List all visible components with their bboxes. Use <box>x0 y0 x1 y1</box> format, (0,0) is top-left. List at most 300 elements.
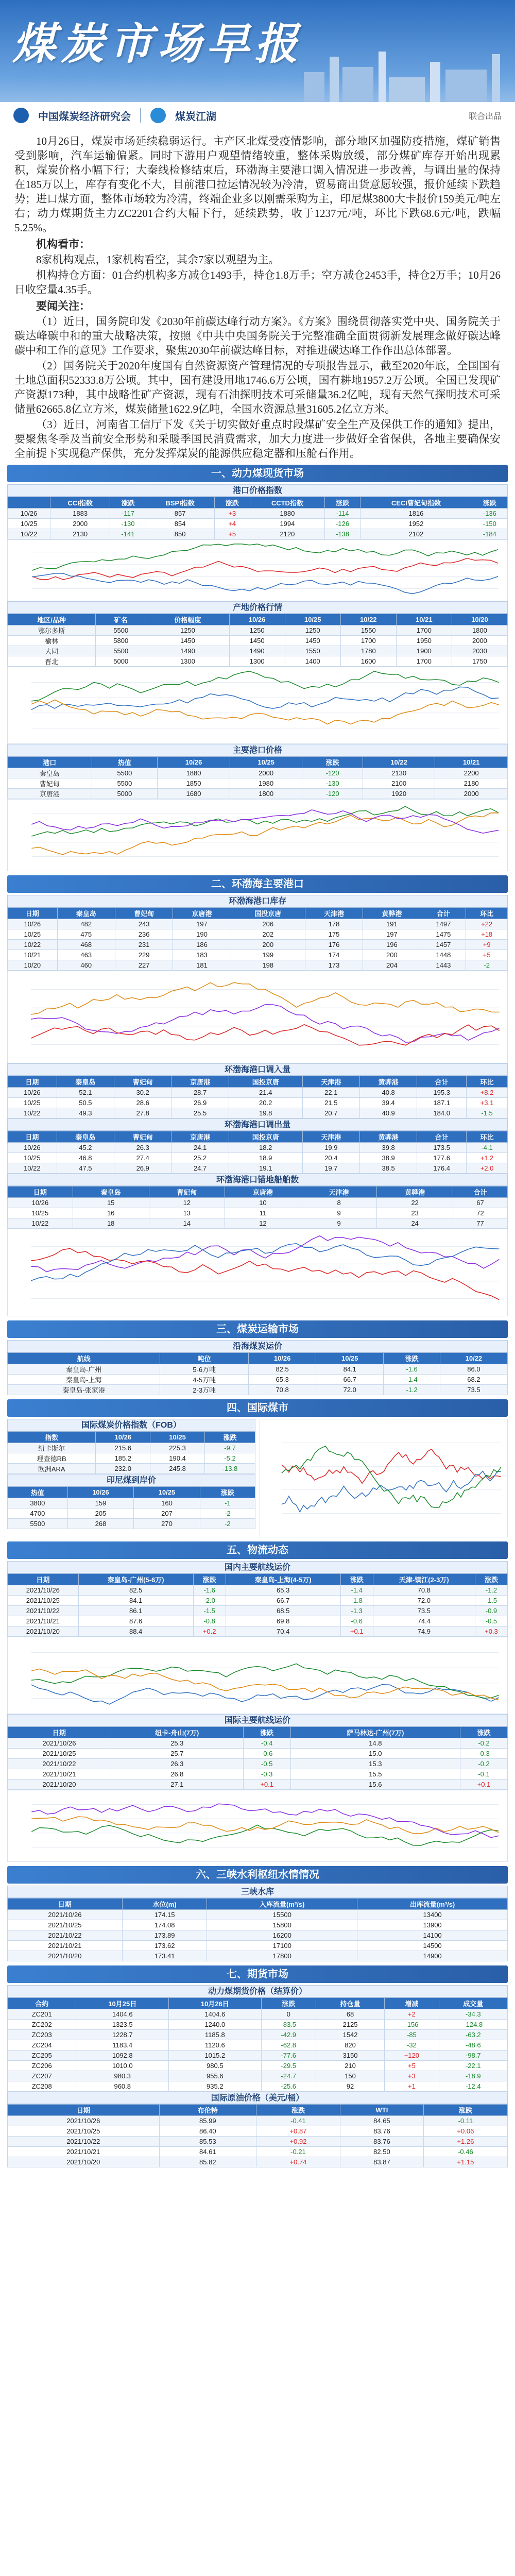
table-cell: 1450 <box>285 636 340 646</box>
column-header: 涨跌 <box>302 757 363 768</box>
table-cell: 176 <box>305 940 363 950</box>
table-cell: 2021/10/21 <box>8 1769 111 1780</box>
table-cell: -0.8 <box>193 1616 226 1626</box>
table-cell: +5 <box>466 950 508 960</box>
table-cell: 270 <box>134 1519 200 1529</box>
table-cell: 854 <box>146 519 214 529</box>
table-cell: +2.0 <box>467 1163 508 1174</box>
series-line <box>32 544 498 570</box>
header-logo-bar <box>0 102 515 129</box>
table-cell: +5 <box>385 2061 439 2071</box>
table-cell: -0.46 <box>423 2147 507 2157</box>
series-line <box>31 810 499 833</box>
table-cell: ZC208 <box>8 2081 76 2092</box>
column-header: 曹妃甸 <box>114 1131 171 1143</box>
table-cell: 39.8 <box>359 1143 417 1153</box>
table-cell: 2021/10/26 <box>8 1585 79 1596</box>
table-cell: 199 <box>231 950 305 960</box>
table-cell: 10/22 <box>8 940 58 950</box>
table-cell: -2 <box>200 1519 255 1529</box>
port-outflow-table <box>7 1131 508 1174</box>
table-cell: 231 <box>115 940 173 950</box>
table-cell: 1250 <box>285 625 340 636</box>
column-header: 指数 <box>8 1432 96 1443</box>
series-line <box>31 1669 499 1700</box>
table-cell: -138 <box>324 529 360 539</box>
table-cell: 210 <box>316 2061 384 2071</box>
table-cell: 25.7 <box>111 1749 243 1759</box>
table-cell: 10/20 <box>8 960 58 971</box>
table-cell: -13.8 <box>204 1464 255 1474</box>
table-cell: -83.5 <box>261 2020 316 2030</box>
table-cell: +22 <box>466 919 508 929</box>
table-cell: -1.8 <box>340 1596 373 1606</box>
table-cell: 12 <box>225 1218 301 1229</box>
table-cell: 2200 <box>435 768 508 778</box>
table-cell: 鄂尔多斯 <box>8 625 96 636</box>
column-header: 国投京唐 <box>229 1076 302 1088</box>
table-cell: 67 <box>453 1198 508 1208</box>
column-header: 秦皇岛-上海(4-5万) <box>226 1574 340 1585</box>
table-cell: 2021/10/25 <box>8 1920 123 1930</box>
column-header: 国投京唐 <box>229 1131 302 1143</box>
column-header: 秦皇岛 <box>57 908 115 919</box>
column-header: 吨位 <box>160 1353 249 1364</box>
table-row <box>8 646 508 656</box>
table-cell: 2000 <box>230 768 302 778</box>
table-cell: 20.7 <box>302 1108 359 1118</box>
table-cell: 2180 <box>435 778 508 789</box>
table-cell: 14900 <box>357 1951 508 1961</box>
section-7 <box>7 1965 508 2167</box>
table-cell: 20.4 <box>302 1153 359 1163</box>
column-header: 入库流量(m³/s) <box>207 1899 357 1910</box>
column-header: 日期 <box>8 1131 57 1143</box>
table-cell: -184 <box>472 529 507 539</box>
table-cell: 1300 <box>146 656 229 667</box>
table-title: 印尼煤到岸价 <box>7 1474 255 1486</box>
table-row <box>8 1930 508 1941</box>
table-cell: 10/22 <box>8 529 50 539</box>
table-cell: -2 <box>200 1509 255 1519</box>
table-cell: 72 <box>453 1208 508 1218</box>
section-1 <box>7 465 508 871</box>
table-cell: 65.3 <box>226 1585 340 1596</box>
column-header: 涨跌 <box>340 1574 373 1585</box>
table-row <box>8 2157 508 2167</box>
column-header: 10/25 <box>230 757 302 768</box>
news-item: （1）近日，国务院印发《2030年前碳达峰行动方案》。《方案》围绕贯彻落实党中央、国务院关于碳达峰碳中和的重大战略决策，按照《中共中央国务院关于完整准确全面贯彻新发展理念做好碳达峰碳中和工作的意见》工作要求，聚焦2030年前碳达峰目标，对推进碳达峰工作作出总体部署。 <box>14 315 501 357</box>
table-cell: 2130 <box>50 529 110 539</box>
table-row <box>8 1198 508 1208</box>
table-cell: 2021/10/26 <box>8 1910 123 1920</box>
table-cell: 15.3 <box>290 1759 460 1769</box>
table-header-row <box>8 1131 508 1143</box>
intro-paragraph: 10月26日，煤炭市场延续稳弱运行。主产区北煤受疫情影响，部分地区加强防疫措施，煤矿销售受到影响，汽车运输偏紧。同时下游用户观望情绪较重，整体采购放缓，部分煤矿库存开始出现累积，煤炭价格小幅下行；大秦线检修结束后，环渤海主要港口调入情况进一步改善，与调出量的保持在185万以上，库存有变化不大，目前港口拉运情况较为冷清，贸易商出货意愿较强，报价延续下跌趋势；进口煤方面，整体市场较为冷清，终端企业多以刚需采购为主，印尼煤3800大卡报价159美元/吨左右；动力煤期货主力ZC2201合约大幅下行，延续跌势，收于1237元/吨，环比下跌68.6元/吨，跌幅5.25%。 <box>14 135 501 234</box>
section-bar: 五、物流动态 <box>7 1541 508 1559</box>
table-cell: 9 <box>301 1218 377 1229</box>
table-cell: -124.8 <box>439 2020 507 2030</box>
series-line <box>31 1005 500 1042</box>
table-cell: 5500 <box>92 768 158 778</box>
table-cell: 160 <box>134 1498 200 1509</box>
table-row <box>8 778 508 789</box>
table-cell: -1.6 <box>193 1585 226 1596</box>
table-cell: -32 <box>385 2040 439 2050</box>
table-cell: 185.2 <box>96 1453 150 1464</box>
table-row <box>8 2147 508 2157</box>
table-cell: -0.6 <box>340 1616 373 1626</box>
table-cell: 15.0 <box>290 1749 460 1759</box>
table-cell: 1600 <box>340 656 396 667</box>
column-header: 10/26 <box>67 1487 134 1498</box>
table-cell: 2021/10/21 <box>8 1941 123 1951</box>
table-cell: 1457 <box>421 940 466 950</box>
table-cell: 秦皇岛 <box>8 768 92 778</box>
table-cell: 23 <box>377 1208 453 1218</box>
table-cell: 1300 <box>229 656 285 667</box>
table-cell: 47.5 <box>57 1163 114 1174</box>
column-header: 10/20 <box>452 614 507 625</box>
section-3 <box>7 1320 508 1395</box>
table-cell: +18 <box>466 929 508 940</box>
table-title: 国内主要航线运价 <box>7 1561 508 1573</box>
series-line <box>31 1685 499 1704</box>
table-cell: 1780 <box>340 646 396 656</box>
table-cell: -0.3 <box>243 1769 290 1780</box>
domestic-freight-table <box>7 1573 508 1637</box>
table-cell: 1120.6 <box>169 2040 262 2050</box>
table-cell: 215.6 <box>96 1443 150 1453</box>
page-title: 煤炭市场早报 <box>12 20 303 68</box>
section-bar: 六、三峡水利枢纽水情情况 <box>7 1866 508 1884</box>
table-cell: 2000 <box>452 636 507 646</box>
table-cell: -12.4 <box>439 2081 507 2092</box>
table-cell: 1183.4 <box>76 2040 169 2050</box>
table-cell: 73.5 <box>440 1385 507 1395</box>
table-row <box>8 2137 508 2147</box>
column-header: 环比 <box>466 908 508 919</box>
column-header: 涨跌 <box>256 2105 340 2116</box>
table-cell: 理查德RB <box>8 1453 96 1464</box>
intl-freight-table <box>7 1726 508 1790</box>
column-header: 涨跌 <box>110 497 146 509</box>
table-row <box>8 509 508 519</box>
column-header: 环比 <box>467 1076 508 1088</box>
table-cell: 5500 <box>92 778 158 789</box>
table-cell: 5-6万吨 <box>160 1364 249 1375</box>
column-header: 纽卡-舟山(7万) <box>111 1727 243 1738</box>
table-cell: 26.9 <box>171 1098 229 1108</box>
table-cell: 10/25 <box>8 519 50 529</box>
table-row <box>8 1749 508 1759</box>
table-cell: -2.0 <box>193 1596 226 1606</box>
table-cell: 66.7 <box>316 1375 384 1385</box>
table-cell: 26.3 <box>114 1143 171 1153</box>
table-cell: 3150 <box>316 2050 384 2061</box>
table-row <box>8 1375 508 1385</box>
column-header: 成交量 <box>439 1998 507 2009</box>
table-cell: 10/26 <box>8 1088 57 1098</box>
table-cell: 1750 <box>452 656 507 667</box>
column-header: CCI指数 <box>50 497 110 509</box>
table-cell: -5.2 <box>204 1453 255 1464</box>
section-2 <box>7 875 508 1316</box>
table-cell: +3.1 <box>467 1098 508 1108</box>
table-cell: 49.3 <box>57 1108 114 1118</box>
table-cell: 475 <box>57 929 115 940</box>
table-cell: 38.9 <box>359 1153 417 1163</box>
table-cell: 174 <box>305 950 363 960</box>
table-cell: -0.4 <box>243 1738 290 1749</box>
column-header: 天津港 <box>305 908 363 919</box>
table-cell: 245.8 <box>150 1464 205 1474</box>
section-bar: 一、动力煤现货市场 <box>7 465 508 482</box>
table-cell: -0.6 <box>243 1749 290 1759</box>
table-cell: ZC202 <box>8 2020 76 2030</box>
table-cell: 196 <box>363 940 421 950</box>
series-line <box>31 1244 499 1281</box>
table-cell: 27.8 <box>114 1108 171 1118</box>
table-cell: +0.1 <box>243 1780 290 1790</box>
table-cell: -0.9 <box>475 1606 507 1616</box>
intl-index-table <box>7 1431 255 1474</box>
table-cell: 榆林 <box>8 636 96 646</box>
table-cell: +120 <box>385 2050 439 2061</box>
table-cell: -1 <box>200 1498 255 1509</box>
table-cell: 86.1 <box>78 1606 193 1616</box>
table-cell: 960.8 <box>76 2081 169 2092</box>
futures-table <box>7 1997 508 2092</box>
table-row <box>8 1941 508 1951</box>
table-cell: -120 <box>302 789 363 799</box>
table-cell: -1.5 <box>467 1108 508 1118</box>
table-cell: 26.3 <box>111 1759 243 1769</box>
table-row <box>8 1606 508 1616</box>
table-cell: 11 <box>225 1208 301 1218</box>
table-cell: 83.87 <box>340 2157 424 2167</box>
series-line <box>31 1804 499 1837</box>
column-header: 曹妃甸 <box>114 1076 171 1088</box>
intro-paragraph: 机构持仓方面：01合约机构多方减仓1493手，持仓1.8万手；空方减仓2453手，持仓2万手；10月26日收空量4.35手。 <box>14 269 501 296</box>
table-cell: 1550 <box>285 646 340 656</box>
column-header: 10/22 <box>340 614 396 625</box>
table-cell: -0.41 <box>256 2116 340 2126</box>
table-cell: 19.9 <box>302 1143 359 1153</box>
table-cell: 1015.2 <box>169 2050 262 2061</box>
table-cell: 17100 <box>207 1941 357 1951</box>
table-cell: +3 <box>214 509 250 519</box>
series-line <box>31 1236 499 1272</box>
column-header: 合计 <box>417 1076 467 1088</box>
table-header-row <box>8 497 508 509</box>
table-cell: -1.6 <box>384 1364 440 1375</box>
table-cell: 2021/10/20 <box>8 2157 160 2167</box>
table-cell: 1950 <box>396 636 452 646</box>
table-cell: 4700 <box>8 1509 68 1519</box>
series-line <box>282 1471 501 1512</box>
line-chart <box>7 799 508 871</box>
table-cell: 17800 <box>207 1951 357 1961</box>
table-cell: 1880 <box>158 768 230 778</box>
table-cell: 10/22 <box>8 1108 57 1118</box>
table-cell: 1448 <box>421 950 466 960</box>
table-cell: 1250 <box>146 625 229 636</box>
meitanjianghu-logo <box>150 108 166 123</box>
table-cell: 46.8 <box>57 1153 114 1163</box>
table-row <box>8 519 508 529</box>
table-cell: 15800 <box>207 1920 357 1930</box>
table-cell: +1.2 <box>467 1153 508 1163</box>
table-cell: 243 <box>115 919 173 929</box>
section-bar: 四、国际煤市 <box>7 1399 508 1417</box>
table-row <box>8 1951 508 1961</box>
table-cell: 16 <box>73 1208 149 1218</box>
table-cell: 1700 <box>396 656 452 667</box>
column-header: 10/26 <box>158 757 230 768</box>
table-cell: 1800 <box>452 625 507 636</box>
table-cell: 88.4 <box>78 1626 193 1637</box>
table-cell: 82.50 <box>340 2147 424 2157</box>
column-header: 价格幅度 <box>146 614 229 625</box>
column-header: 10/25 <box>134 1487 200 1498</box>
column-header: 航线 <box>8 1353 160 1364</box>
table-cell: -130 <box>110 519 146 529</box>
table-cell: 10/25 <box>8 1153 57 1163</box>
price-index-table <box>7 497 508 539</box>
table-cell: 184.0 <box>417 1108 467 1118</box>
table-cell: ZC207 <box>8 2071 76 2081</box>
table-cell: 13400 <box>357 1910 508 1920</box>
table-title: 港口价格指数 <box>7 484 508 497</box>
news-item: （3）近日，河南省工信厅下发《关于切实做好重点时段煤矿安全生产及保供工作的通知》提出，要聚焦冬季及当前安全形势和采暖季国民消费需求，加大力度进一步做好全省保供，各地主要确保安全前提下实现稳产保供，充分发挥煤炭的能源供应稳定器和压舱石作用。 <box>14 418 501 460</box>
table-cell: -85 <box>385 2030 439 2040</box>
column-header: 黄骅港 <box>363 908 421 919</box>
table-cell: 2021/10/21 <box>8 2147 160 2157</box>
line-chart <box>7 1229 508 1316</box>
table-cell: 28.7 <box>171 1088 229 1098</box>
intro-text <box>0 129 515 461</box>
table-cell: 460 <box>57 960 115 971</box>
table-cell: 200 <box>363 950 421 960</box>
table-cell: 14 <box>149 1218 225 1229</box>
table-cell: 1228.7 <box>76 2030 169 2040</box>
table-row <box>8 2081 508 2092</box>
table-row <box>8 636 508 646</box>
table-cell: 2021/10/21 <box>8 1616 79 1626</box>
table-row <box>8 625 508 636</box>
table-cell: 173.5 <box>417 1143 467 1153</box>
table-row <box>8 1780 508 1790</box>
table-cell: -4.1 <box>467 1143 508 1153</box>
table-cell: 京唐港 <box>8 789 92 799</box>
table-cell: ZC205 <box>8 2050 76 2061</box>
freight-table <box>7 1352 508 1395</box>
table-cell: 84.65 <box>340 2116 424 2126</box>
table-cell: 3800 <box>8 1498 68 1509</box>
table-cell: 2021/10/22 <box>8 1759 111 1769</box>
table-cell: 204 <box>363 960 421 971</box>
table-cell: 74.9 <box>373 1626 475 1637</box>
table-cell: +9 <box>466 940 508 950</box>
column-header: 热值 <box>8 1487 68 1498</box>
table-cell: +4 <box>214 519 250 529</box>
table-row <box>8 1769 508 1780</box>
table-cell: 10/25 <box>8 929 58 940</box>
table-cell: 202 <box>231 929 305 940</box>
table-cell: 5500 <box>96 625 146 636</box>
series-line <box>31 687 499 709</box>
table-cell: +0.1 <box>340 1626 373 1637</box>
table-cell: 1443 <box>421 960 466 971</box>
table-cell: -24.7 <box>261 2071 316 2081</box>
table-cell: -0.2 <box>460 1759 508 1769</box>
section-bar: 七、期货市场 <box>7 1965 508 1983</box>
column-header: 涨跌 <box>193 1574 226 1585</box>
table-row <box>8 919 508 929</box>
column-header: 日期 <box>8 1574 79 1585</box>
table-cell: -1.4 <box>340 1585 373 1596</box>
table-title: 沿海煤炭运价 <box>7 1340 508 1352</box>
column-header: 热值 <box>92 757 158 768</box>
column-header: 黄骅港 <box>359 1131 417 1143</box>
table-cell: 173.62 <box>122 1941 207 1951</box>
column-left <box>7 1419 255 1537</box>
table-cell: 65.3 <box>249 1375 316 1385</box>
table-cell: 1400 <box>285 656 340 667</box>
table-cell: 12 <box>149 1198 225 1208</box>
table-cell: 纽卡斯尔 <box>8 1443 96 1453</box>
column-header: 日期 <box>8 2105 160 2116</box>
table-header-row <box>8 1353 508 1364</box>
table-cell: 15.6 <box>290 1780 460 1790</box>
table-row <box>8 768 508 778</box>
header-banner <box>0 0 515 129</box>
table-cell: 19.1 <box>229 1163 302 1174</box>
table-cell: 0 <box>261 2009 316 2020</box>
table-cell: +8.2 <box>467 1088 508 1098</box>
table-cell: 84.1 <box>78 1596 193 1606</box>
column-header: 10/26 <box>96 1432 150 1443</box>
table-cell: 39.4 <box>359 1098 417 1108</box>
table-cell: -1.5 <box>193 1606 226 1616</box>
table-cell: 26.8 <box>111 1769 243 1780</box>
table-cell: 25.2 <box>171 1153 229 1163</box>
table-cell: 22 <box>377 1198 453 1208</box>
table-cell: 1323.5 <box>76 2020 169 2030</box>
table-cell: 2125 <box>316 2020 384 2030</box>
table-cell: -136 <box>472 509 507 519</box>
table-cell: ZC204 <box>8 2040 76 2050</box>
table-row <box>8 1910 508 1920</box>
column-header: 环比 <box>467 1131 508 1143</box>
table-cell: 1450 <box>146 636 229 646</box>
table-cell: 159 <box>67 1498 134 1509</box>
section-bar: 二、环渤海主要港口 <box>7 875 508 893</box>
table-row <box>8 2116 508 2126</box>
table-cell: 50.5 <box>57 1098 114 1108</box>
table-cell: 5000 <box>96 656 146 667</box>
table-cell: 85.53 <box>159 2137 256 2147</box>
column-header: 10/25 <box>150 1432 205 1443</box>
column-header: 涨跌 <box>324 497 360 509</box>
table-cell: 2100 <box>363 778 435 789</box>
table-row <box>8 1364 508 1375</box>
table-cell: ZC206 <box>8 2061 76 2071</box>
table-cell: 1404.6 <box>76 2009 169 2020</box>
table-row <box>8 1498 255 1509</box>
table-cell: +5 <box>214 529 250 539</box>
